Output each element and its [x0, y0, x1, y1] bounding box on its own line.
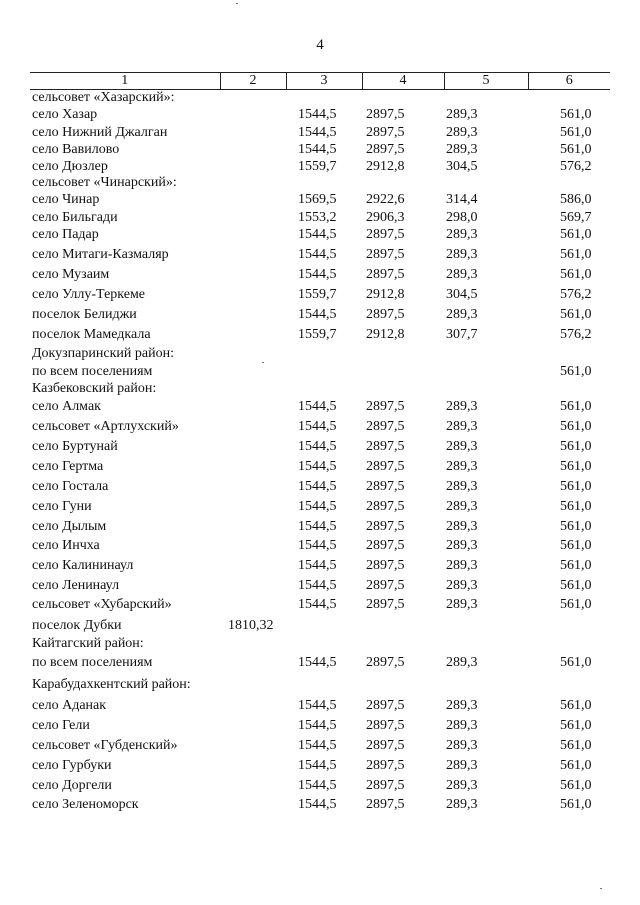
- row-name: сельсовет «Хазарский»:: [32, 90, 175, 105]
- row-name: село Вавилово: [32, 141, 120, 157]
- cell-col-4: [362, 345, 444, 363]
- cell-col-4: 2897,5: [366, 439, 405, 454]
- cell-col-6: [528, 615, 610, 636]
- cell-col-5: 289,3: [446, 479, 478, 494]
- table-row: [30, 497, 610, 517]
- cell-col-3: 1544,5: [298, 267, 337, 282]
- table-row: [30, 576, 610, 595]
- column-header-2: 2: [220, 73, 286, 90]
- cell-col-3: 1544,5: [298, 399, 337, 414]
- cell-col-2: [220, 795, 286, 815]
- table-row: [30, 696, 610, 716]
- cell-col-2: [220, 636, 286, 652]
- cell-col-4: 2897,5: [366, 246, 405, 262]
- table-row: [30, 175, 610, 191]
- scan-speck: [262, 362, 264, 363]
- cell-col-2: [220, 325, 286, 345]
- cell-col-6: 561,0: [560, 758, 592, 773]
- cell-col-3: [286, 90, 362, 107]
- cell-col-3: [286, 363, 362, 381]
- cell-col-6: 561,0: [560, 499, 592, 514]
- cell-col-5: [444, 90, 528, 107]
- cell-col-5: 289,3: [446, 124, 478, 140]
- cell-col-2: [220, 595, 286, 615]
- cell-col-2: [220, 305, 286, 325]
- table-row: [30, 716, 610, 736]
- cell-col-4: 2897,5: [366, 107, 405, 122]
- column-header-1: 1: [30, 73, 220, 90]
- cell-col-4: 2897,5: [366, 654, 405, 670]
- cell-col-6: 561,0: [560, 518, 592, 534]
- cell-col-3: 1559,7: [298, 158, 337, 174]
- cell-col-4: 2897,5: [366, 538, 405, 553]
- cell-col-5: [444, 175, 528, 191]
- cell-col-2: [220, 381, 286, 397]
- table-row: [30, 124, 610, 141]
- cell-col-4: [362, 615, 444, 636]
- cell-col-3: 1544,5: [298, 758, 337, 773]
- table-header: [30, 73, 610, 90]
- cell-col-3: 1544,5: [298, 577, 337, 593]
- row-name: поселок Дубки: [32, 617, 122, 633]
- cell-col-3: 1544,5: [298, 107, 337, 122]
- cell-col-2: [220, 457, 286, 477]
- cell-col-5: [444, 673, 528, 696]
- cell-col-4: 2897,5: [366, 459, 405, 474]
- cell-col-5: [444, 636, 528, 652]
- cell-col-5: 289,3: [446, 141, 478, 157]
- header-row: [30, 73, 610, 90]
- cell-col-5: 289,3: [446, 227, 478, 242]
- cell-col-4: 2897,5: [366, 738, 405, 753]
- row-name: село Нижний Джалган: [32, 124, 168, 140]
- cell-col-5: 289,3: [446, 107, 478, 122]
- cell-col-4: 2912,8: [366, 327, 405, 342]
- table-row: [30, 226, 610, 244]
- cell-col-4: 2897,5: [366, 499, 405, 514]
- cell-col-3: 1559,7: [298, 327, 337, 342]
- row-name: село Чинар: [32, 192, 100, 207]
- table-row: [30, 756, 610, 776]
- row-name: поселок Мамедкала: [32, 327, 151, 342]
- cell-col-2: [220, 517, 286, 536]
- cell-col-5: [444, 381, 528, 397]
- cell-col-3: [286, 381, 362, 397]
- table-row: [30, 244, 610, 265]
- cell-col-5: 289,3: [446, 797, 478, 812]
- cell-col-2: [220, 345, 286, 363]
- row-name: село Доргели: [32, 777, 112, 793]
- cell-col-2: [220, 776, 286, 795]
- cell-col-3: 1544,5: [298, 597, 337, 612]
- cell-col-5: 289,3: [446, 459, 478, 474]
- cell-col-2: [220, 226, 286, 244]
- cell-col-3: [286, 636, 362, 652]
- cell-col-3: 1544,5: [298, 227, 337, 242]
- cell-col-2: [220, 191, 286, 209]
- cell-col-3: [286, 673, 362, 696]
- table-row: [30, 652, 610, 673]
- cell-col-4: 2897,5: [366, 597, 405, 612]
- cell-col-5: 289,3: [446, 698, 478, 713]
- cell-col-3: 1544,5: [298, 518, 337, 534]
- row-name: село Митаги-Казмаляр: [32, 246, 169, 262]
- cell-col-2: [220, 209, 286, 226]
- row-name: село Инчха: [32, 538, 100, 553]
- cell-col-2: [220, 244, 286, 265]
- cell-col-5: 289,3: [446, 307, 478, 322]
- cell-col-2: [220, 696, 286, 716]
- cell-col-3: [286, 175, 362, 191]
- cell-col-6: 561,0: [560, 439, 592, 454]
- cell-col-2: [220, 477, 286, 497]
- cell-col-4: 2912,8: [366, 287, 405, 302]
- cell-col-2: 1810,32: [228, 617, 274, 633]
- row-name: село Гуни: [32, 499, 92, 514]
- cell-col-3: 1544,5: [298, 419, 337, 434]
- table-body: [30, 90, 610, 816]
- cell-col-3: 1544,5: [298, 124, 337, 140]
- cell-col-2: [220, 124, 286, 141]
- row-name: село Хазар: [32, 107, 98, 122]
- table-row: [30, 673, 610, 696]
- cell-col-3: 1569,5: [298, 192, 337, 207]
- cell-col-4: 2897,5: [366, 307, 405, 322]
- cell-col-6: 561,0: [560, 141, 592, 157]
- cell-col-4: [362, 636, 444, 652]
- cell-col-2: [220, 417, 286, 437]
- column-header-3: 3: [286, 73, 362, 90]
- scan-speck: [236, 3, 238, 4]
- cell-col-5: 289,3: [446, 419, 478, 434]
- page-number: 4: [316, 37, 324, 53]
- row-name: Карабудахкентский район:: [32, 676, 191, 692]
- table-row: [30, 437, 610, 457]
- cell-col-6: 561,0: [560, 479, 592, 494]
- cell-col-3: 1544,5: [298, 479, 337, 494]
- cell-col-4: 2897,5: [366, 577, 405, 593]
- cell-col-4: 2912,8: [366, 158, 405, 174]
- cell-col-6: [528, 175, 610, 191]
- table-row: [30, 141, 610, 158]
- row-name: сельсовет «Губденский»: [32, 738, 178, 753]
- table-row: [30, 615, 610, 636]
- cell-col-4: 2897,5: [366, 698, 405, 713]
- cell-col-6: 561,0: [560, 698, 592, 713]
- column-header-4: 4: [362, 73, 444, 90]
- cell-col-3: 1544,5: [298, 558, 337, 573]
- cell-col-6: 576,2: [560, 287, 592, 302]
- cell-col-6: 561,0: [560, 124, 592, 140]
- cell-col-3: 1544,5: [298, 698, 337, 713]
- cell-col-4: 2897,5: [366, 267, 405, 282]
- cell-col-5: 289,3: [446, 499, 478, 514]
- cell-col-6: 561,0: [560, 797, 592, 812]
- cell-col-2: [220, 536, 286, 556]
- cell-col-3: 1559,7: [298, 287, 337, 302]
- row-name: сельсовет «Чинарский»:: [32, 175, 177, 190]
- cell-col-3: 1544,5: [298, 538, 337, 553]
- cell-col-5: 304,5: [446, 287, 478, 302]
- table-row: [30, 795, 610, 815]
- cell-col-5: 289,3: [446, 518, 478, 534]
- table-row: [30, 417, 610, 437]
- cell-col-6: 561,0: [560, 107, 592, 122]
- cell-col-4: 2897,5: [366, 558, 405, 573]
- table-row: [30, 736, 610, 756]
- row-name: село Дылым: [32, 518, 107, 534]
- cell-col-4: [362, 90, 444, 107]
- cell-col-5: 314,4: [446, 192, 478, 207]
- row-name: село Буртунай: [32, 439, 118, 454]
- cell-col-3: 1544,5: [298, 459, 337, 474]
- cell-col-5: 289,3: [446, 654, 478, 670]
- cell-col-4: [362, 381, 444, 397]
- row-name: село Гели: [32, 718, 90, 733]
- cell-col-4: 2897,5: [366, 797, 405, 812]
- cell-col-6: [528, 381, 610, 397]
- cell-col-4: [362, 363, 444, 381]
- row-name: село Калининаул: [32, 558, 134, 573]
- cell-col-6: 561,0: [560, 577, 592, 593]
- table-row: [30, 209, 610, 226]
- cell-col-6: 561,0: [560, 538, 592, 553]
- table-row: [30, 595, 610, 615]
- table-row: [30, 265, 610, 285]
- cell-col-5: 289,3: [446, 597, 478, 612]
- cell-col-4: 2897,5: [366, 141, 405, 157]
- table-row: [30, 477, 610, 497]
- cell-col-2: [220, 756, 286, 776]
- cell-col-5: 307,7: [446, 327, 478, 342]
- column-header-5: 5: [444, 73, 528, 90]
- scan-speck: [600, 888, 602, 889]
- cell-col-2: [220, 90, 286, 107]
- cell-col-6: 576,2: [560, 327, 592, 342]
- cell-col-2: [220, 141, 286, 158]
- cell-col-2: [220, 556, 286, 576]
- cell-col-2: [220, 175, 286, 191]
- cell-col-3: 1544,5: [298, 439, 337, 454]
- cell-col-5: [444, 615, 528, 636]
- cell-col-6: [528, 636, 610, 652]
- table-row: [30, 285, 610, 305]
- cell-col-2: [220, 285, 286, 305]
- cell-col-6: [528, 673, 610, 696]
- table-row: [30, 363, 610, 381]
- cell-col-2: [220, 673, 286, 696]
- cell-col-2: [220, 736, 286, 756]
- cell-col-6: 586,0: [560, 192, 592, 207]
- cell-col-2: [220, 106, 286, 124]
- cell-col-4: 2897,5: [366, 518, 405, 534]
- cell-col-3: 1544,5: [298, 499, 337, 514]
- cell-col-3: 1544,5: [298, 246, 337, 262]
- cell-col-5: 289,3: [446, 758, 478, 773]
- table-row: [30, 517, 610, 536]
- cell-col-6: 561,0: [560, 718, 592, 733]
- table-row: [30, 636, 610, 652]
- cell-col-4: 2906,3: [366, 209, 405, 225]
- row-name: Казбековский район:: [32, 381, 157, 396]
- table-row: [30, 556, 610, 576]
- row-name: село Бильгади: [32, 209, 118, 225]
- cell-col-3: 1544,5: [298, 797, 337, 812]
- cell-col-2: [220, 652, 286, 673]
- cell-col-5: 289,3: [446, 246, 478, 262]
- row-name: село Зеленоморск: [32, 797, 139, 812]
- row-name: село Аданак: [32, 698, 107, 713]
- cell-col-2: [220, 265, 286, 285]
- cell-col-5: 289,3: [446, 538, 478, 553]
- row-name: село Гурбуки: [32, 758, 112, 773]
- table-row: [30, 325, 610, 345]
- cell-col-6: 561,0: [560, 399, 592, 414]
- table-row: [30, 191, 610, 209]
- cell-col-3: 1544,5: [298, 307, 337, 322]
- cell-col-4: 2922,6: [366, 192, 405, 207]
- cell-col-4: 2897,5: [366, 758, 405, 773]
- row-name: село Падар: [32, 227, 99, 242]
- row-name: село Алмак: [32, 399, 101, 414]
- cell-col-6: 561,0: [560, 307, 592, 322]
- cell-col-6: 569,7: [560, 209, 592, 225]
- cell-col-6: 561,0: [560, 654, 592, 670]
- cell-col-3: [286, 345, 362, 363]
- cell-col-5: 289,3: [446, 558, 478, 573]
- cell-col-3: [286, 615, 362, 636]
- cell-col-6: 576,2: [560, 158, 592, 174]
- cell-col-4: 2897,5: [366, 479, 405, 494]
- row-name: село Ленинаул: [32, 577, 120, 593]
- cell-col-5: 289,3: [446, 399, 478, 414]
- cell-col-2: [220, 716, 286, 736]
- cell-col-3: 1553,2: [298, 209, 337, 225]
- row-name: село Дюзлер: [32, 158, 108, 174]
- table-row: [30, 106, 610, 124]
- cell-col-6: 561,0: [560, 246, 592, 262]
- table-row: [30, 457, 610, 477]
- cell-col-3: 1544,5: [298, 718, 337, 733]
- cell-col-6: 561,0: [560, 459, 592, 474]
- row-name: поселок Белиджи: [32, 307, 137, 322]
- cell-col-4: 2897,5: [366, 227, 405, 242]
- cell-col-5: 304,5: [446, 158, 478, 174]
- cell-col-2: [220, 437, 286, 457]
- cell-col-3: 1544,5: [298, 777, 337, 793]
- row-name: село Гостала: [32, 479, 109, 494]
- table-row: [30, 158, 610, 175]
- table-row: [30, 381, 610, 397]
- cell-col-2: [220, 158, 286, 175]
- cell-col-6: 561,0: [560, 777, 592, 793]
- cell-col-6: 561,0: [560, 738, 592, 753]
- row-name: село Уллу-Теркеме: [32, 287, 146, 302]
- table-row: [30, 776, 610, 795]
- cell-col-5: [444, 363, 528, 381]
- cell-col-2: [220, 363, 286, 381]
- cell-col-6: 561,0: [560, 558, 592, 573]
- column-header-6: 6: [528, 73, 610, 90]
- row-name: Докузпаринский район:: [32, 346, 174, 361]
- cell-col-4: 2897,5: [366, 777, 405, 793]
- cell-col-2: [220, 397, 286, 417]
- cell-col-3: 1544,5: [298, 141, 337, 157]
- table-row: [30, 305, 610, 325]
- cell-col-5: [444, 345, 528, 363]
- row-name: сельсовет «Хубарский»: [32, 597, 172, 612]
- cell-col-5: 289,3: [446, 577, 478, 593]
- tariff-table: [30, 72, 610, 815]
- cell-col-5: 289,3: [446, 439, 478, 454]
- cell-col-4: 2897,5: [366, 124, 405, 140]
- cell-col-5: 289,3: [446, 718, 478, 733]
- cell-col-6: 561,0: [560, 597, 592, 612]
- row-name: село Музаим: [32, 267, 110, 282]
- table-row: [30, 90, 610, 107]
- table-row: [30, 536, 610, 556]
- cell-col-6: [528, 90, 610, 107]
- row-name: по всем поселениям: [32, 364, 153, 379]
- cell-col-5: 289,3: [446, 267, 478, 282]
- row-name: Кайтагский район:: [32, 636, 144, 651]
- row-name: сельсовет «Артлухский»: [32, 419, 179, 434]
- cell-col-6: 561,0: [560, 267, 592, 282]
- cell-col-2: [220, 576, 286, 595]
- cell-col-5: 289,3: [446, 738, 478, 753]
- row-name: по всем поселениям: [32, 654, 153, 670]
- cell-col-4: 2897,5: [366, 718, 405, 733]
- table-row: [30, 397, 610, 417]
- cell-col-5: 289,3: [446, 777, 478, 793]
- cell-col-6: [528, 345, 610, 363]
- table-row: [30, 345, 610, 363]
- cell-col-3: 1544,5: [298, 654, 337, 670]
- cell-col-5: 298,0: [446, 209, 478, 225]
- cell-col-6: 561,0: [560, 227, 592, 242]
- cell-col-3: 1544,5: [298, 738, 337, 753]
- cell-col-4: 2897,5: [366, 399, 405, 414]
- row-name: село Гертма: [32, 459, 104, 474]
- cell-col-6: 561,0: [560, 419, 592, 434]
- cell-col-6: 561,0: [560, 364, 592, 379]
- cell-col-4: [362, 175, 444, 191]
- cell-col-4: [362, 673, 444, 696]
- cell-col-4: 2897,5: [366, 419, 405, 434]
- cell-col-2: [220, 497, 286, 517]
